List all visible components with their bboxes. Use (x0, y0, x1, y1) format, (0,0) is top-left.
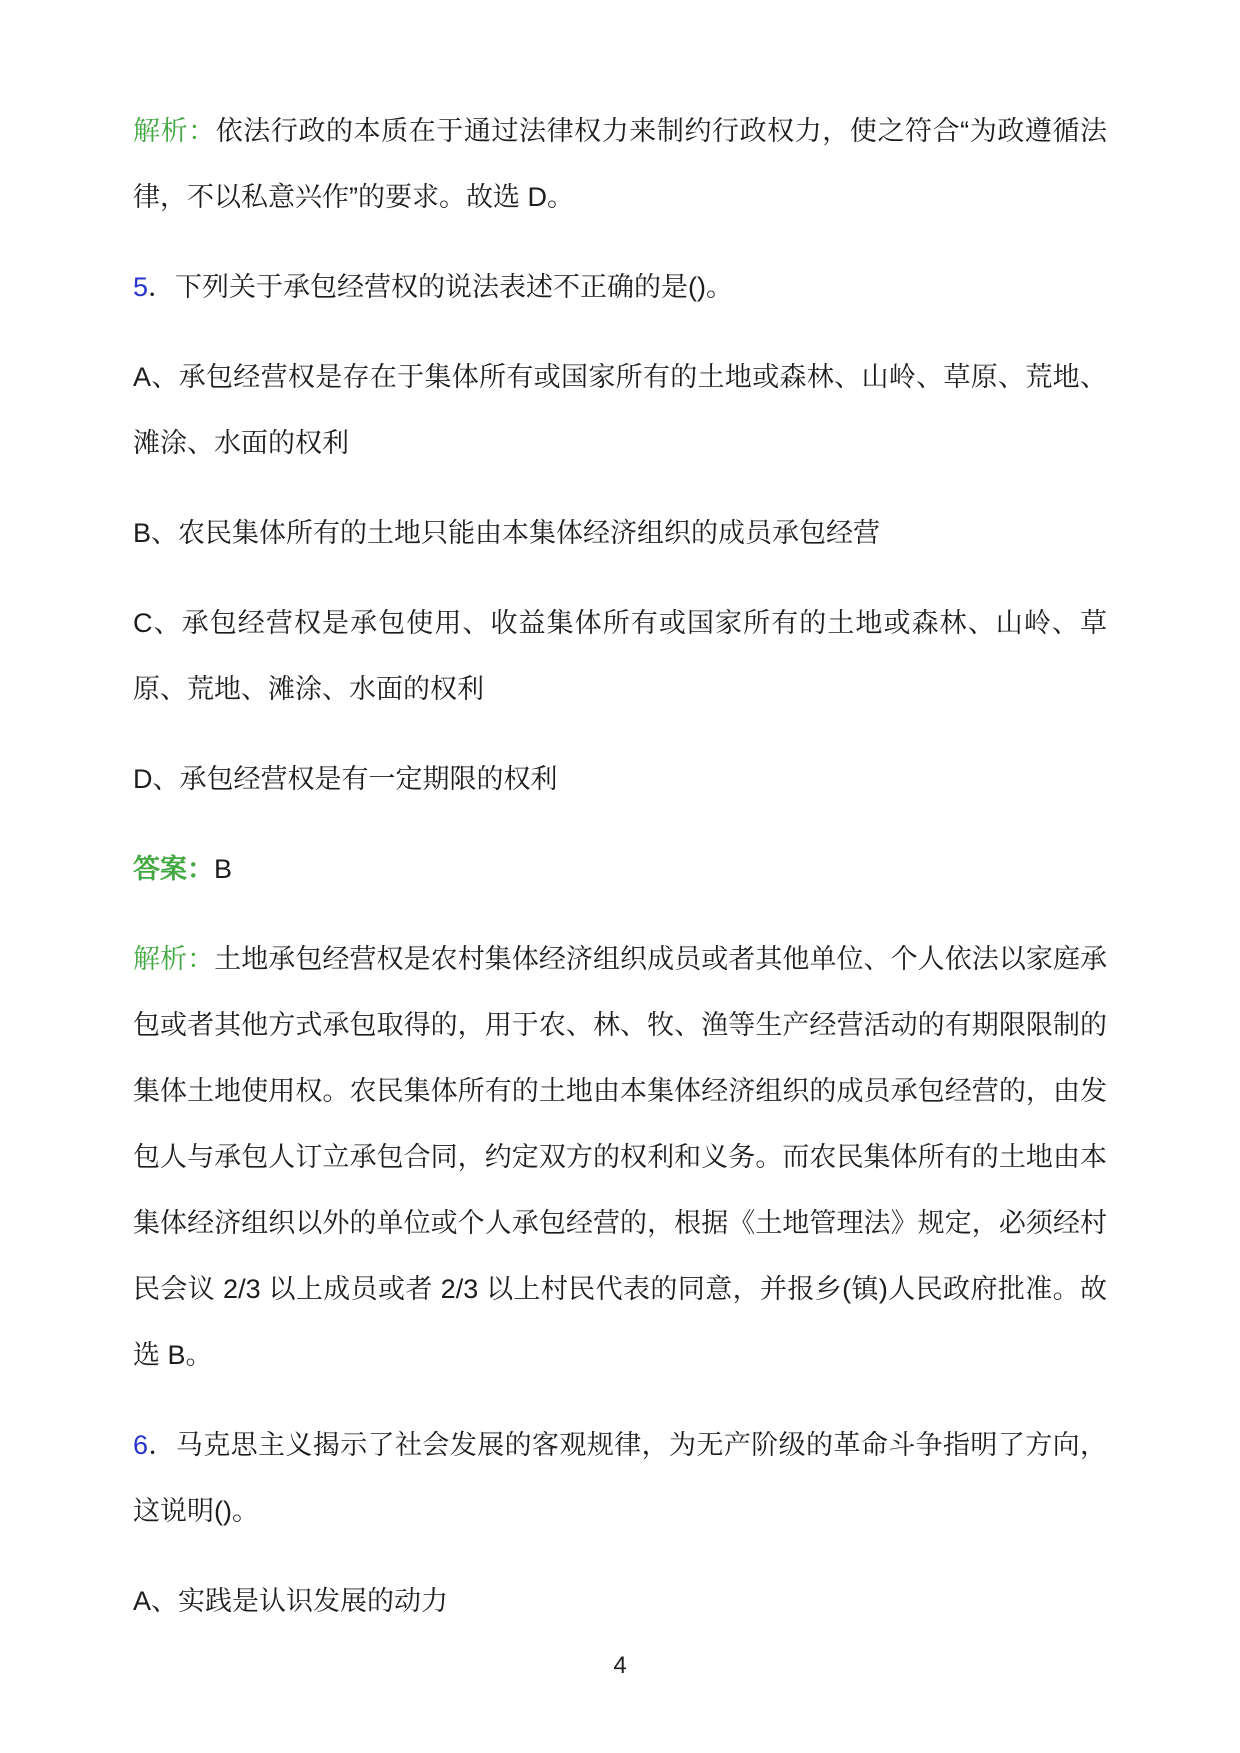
question-5-number: 5 (133, 272, 149, 302)
question-6-number: 6 (133, 1430, 149, 1460)
question-5-stem (133, 254, 1107, 320)
question-5-number-dot: ． (148, 272, 176, 302)
q5-option-a (133, 344, 1107, 476)
analysis-label (133, 116, 216, 146)
q5-option-c (133, 590, 1107, 722)
q6-option-a-label: A、 (133, 1586, 179, 1616)
analysis-label-colon: ： (187, 944, 215, 974)
analysis-label (133, 944, 214, 974)
question-5-text: 下列关于承包经营权的说法表述不正确的是()。 (175, 272, 734, 302)
q5-analysis-paragraph (133, 926, 1107, 1388)
q6-option-a (133, 1568, 1107, 1634)
q5-option-c-label: C、 (133, 608, 182, 638)
question-6-stem (133, 1412, 1107, 1544)
q5-option-b (133, 500, 1107, 566)
q6-option-a-text: 实践是认识发展的动力 (178, 1586, 449, 1616)
analysis-label-colon: ： (188, 116, 216, 146)
document-content (133, 98, 1107, 1658)
q5-option-d-text: 承包经营权是有一定期限的权利 (179, 764, 558, 794)
question-6-text: 马克思主义揭示了社会发展的客观规律，为无产阶级的革命斗争指明了方向，这说明()。 (133, 1430, 1108, 1526)
answer-label (133, 854, 214, 884)
q4-analysis-text: 依法行政的本质在于通过法律权力来制约行政权力，使之符合“为政遵循法律，不以私意兴作”的要求。故选 D。 (133, 116, 1108, 212)
question-6-number-dot: ． (148, 1430, 176, 1460)
q5-option-b-text: 农民集体所有的土地只能由本集体经济组织的成员承包经营 (178, 518, 881, 548)
answer-label-colon: ： (187, 854, 214, 884)
q5-option-a-text: 承包经营权是存在于集体所有或国家所有的土地或森林、山岭、草原、荒地、滩涂、水面的权利 (133, 362, 1107, 458)
answer-label-text: 答案 (133, 854, 187, 884)
q5-option-b-label: B、 (133, 518, 179, 548)
q5-answer-value: B (214, 854, 233, 884)
q5-option-a-label: A、 (133, 362, 179, 392)
q5-option-c-text: 承包经营权是承包使用、收益集体所有或国家所有的土地或森林、山岭、草原、荒地、滩涂、水面的权利 (133, 608, 1108, 704)
page-number: 4 (613, 1652, 627, 1679)
q5-analysis-text: 土地承包经营权是农村集体经济组织成员或者其他单位、个人依法以家庭承包或者其他方式承包取得的，用于农、林、牧、渔等生产经营活动的有期限限制的集体土地使用权。农民集体所有的土地由本集体经济组织的成员承包经营的，由发包人与承包人订立承包合同，约定双方的权利和义务。而农民集体所有的土地由本集体经济组织以外的单位或个人承包经营的，根据《土地管理法》规定，必须经村民会议 2/3 以上成员或者 2/3 以上村民代表的同意，并报乡(镇)人民政府批准。故选 B。 (133, 944, 1108, 1370)
q5-answer-paragraph (133, 836, 1107, 902)
analysis-label-text: 解析 (133, 116, 189, 146)
q4-analysis-paragraph (133, 98, 1107, 230)
q5-option-d (133, 746, 1107, 812)
q5-option-d-label: D、 (133, 764, 180, 794)
analysis-label-text: 解析 (133, 944, 188, 974)
